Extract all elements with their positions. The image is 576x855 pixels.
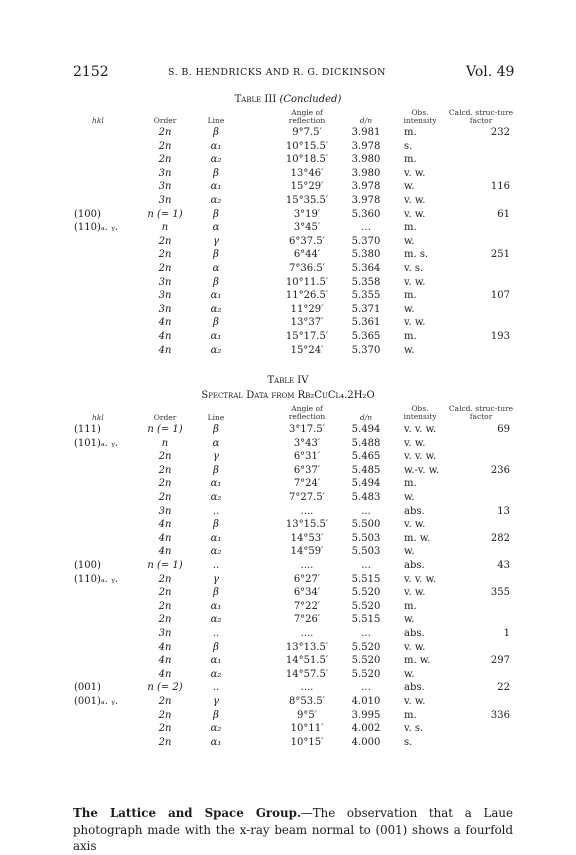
cell-order: 2n — [158, 696, 172, 707]
table-row — [0, 424, 576, 437]
cell-line: α — [212, 263, 220, 274]
table-row — [0, 304, 576, 317]
cell-intensity: m. — [404, 222, 417, 234]
cell-intensity: m. — [404, 331, 417, 342]
table4-header-d: d/n — [359, 413, 373, 422]
cell-intensity: v. s. — [404, 263, 424, 274]
cell-structure-factor: 193 — [490, 331, 510, 342]
cell-line: α₁ — [210, 140, 222, 152]
cell-d-spacing: 5.503 — [351, 546, 381, 558]
table-row — [0, 290, 576, 303]
cell-order: 2n — [158, 478, 172, 490]
cell-hkl: (001) — [74, 682, 101, 694]
cell-angle: 14°53′ — [290, 532, 324, 544]
cell-line: γ — [213, 235, 219, 247]
cell-order: 2n — [158, 464, 172, 476]
cell-hkl: (100) — [74, 560, 101, 571]
cell-d-spacing: ... — [361, 628, 371, 639]
cell-line: α₁ — [210, 532, 222, 544]
cell-intensity: abs. — [404, 505, 425, 517]
cell-d-spacing: 5.485 — [351, 464, 381, 476]
cell-order: 3n — [158, 303, 172, 315]
cell-line: .. — [212, 560, 220, 571]
cell-order: n — [161, 437, 169, 449]
table3-header-intensity: Obs. intensity — [403, 108, 437, 125]
cell-line: α₂ — [210, 492, 222, 503]
cell-line: α₁ — [210, 600, 222, 612]
table4-header-structure-factor: Calcd. struc-ture factor — [448, 404, 514, 421]
cell-order: 2n — [158, 709, 172, 721]
cell-angle: 3°19′ — [293, 208, 321, 220]
cell-d-spacing: 5.515 — [351, 573, 381, 585]
cell-order: 4n — [158, 344, 172, 356]
cell-line: α₂ — [210, 668, 222, 680]
cell-line: .. — [212, 682, 220, 694]
cell-angle: 15°17.5′ — [285, 331, 329, 342]
cell-intensity: w.-v. w. — [404, 464, 440, 476]
table-row — [0, 141, 576, 154]
cell-d-spacing: 5.360 — [351, 208, 381, 220]
cell-angle: 15°29′ — [290, 181, 324, 193]
cell-intensity: v. w. — [404, 317, 426, 329]
cell-structure-factor: 251 — [490, 249, 510, 261]
cell-intensity: m. — [404, 600, 417, 612]
table-row — [0, 451, 576, 464]
cell-intensity: v. w. — [404, 437, 426, 449]
cell-intensity: v. w. — [404, 276, 426, 288]
cell-d-spacing: 5.494 — [351, 478, 381, 490]
cell-line: β — [213, 464, 219, 476]
cell-d-spacing: ... — [361, 505, 371, 517]
cell-intensity: m. — [404, 478, 417, 490]
cell-structure-factor: 1 — [503, 628, 510, 639]
cell-order: 3n — [158, 505, 172, 517]
cell-d-spacing: … — [361, 222, 371, 234]
cell-intensity: m. — [404, 709, 417, 721]
table-row — [0, 181, 576, 194]
cell-d-spacing: 5.520 — [351, 600, 381, 612]
cell-d-spacing: 5.365 — [351, 331, 381, 342]
table-row — [0, 154, 576, 167]
table-row — [0, 331, 576, 344]
cell-d-spacing: 5.520 — [351, 641, 381, 653]
cell-hkl: (001)ₐ. ᵧ. — [74, 696, 119, 707]
cell-line: γ — [213, 573, 219, 585]
cell-order: 3n — [158, 167, 172, 179]
table-row — [0, 277, 576, 290]
cell-angle: 8°53.5′ — [289, 696, 325, 707]
cell-d-spacing: 4.000 — [351, 736, 381, 748]
cell-intensity: v. w. — [404, 208, 426, 220]
cell-order: 2n — [158, 736, 172, 748]
cell-line: β — [213, 167, 219, 179]
page-number: 2152 — [73, 64, 109, 80]
cell-line: β — [213, 317, 219, 329]
table-row — [0, 533, 576, 546]
cell-angle: 7°36.5′ — [289, 263, 325, 274]
cell-order: 2n — [158, 492, 172, 503]
cell-intensity: m. w. — [404, 655, 431, 667]
cell-intensity: w. — [404, 344, 415, 356]
cell-order: 2n — [158, 600, 172, 612]
table-row — [0, 209, 576, 222]
cell-intensity: v. s. — [404, 723, 424, 735]
cell-d-spacing: 5.520 — [351, 587, 381, 599]
cell-order: 2n — [158, 127, 172, 138]
cell-d-spacing: 4.002 — [351, 723, 381, 735]
cell-order: 4n — [158, 641, 172, 653]
cell-intensity: v. w. — [404, 519, 426, 531]
cell-order: 3n — [158, 628, 172, 639]
cell-intensity: v. w. — [404, 696, 426, 707]
cell-order: 2n — [158, 140, 172, 152]
cell-order: 2n — [158, 154, 172, 166]
cell-line: γ — [213, 696, 219, 707]
cell-line: α₁ — [210, 736, 222, 748]
table-row — [0, 263, 576, 276]
table-row — [0, 168, 576, 181]
cell-d-spacing: 5.520 — [351, 668, 381, 680]
cell-d-spacing: 5.361 — [351, 317, 381, 329]
cell-order: 4n — [158, 546, 172, 558]
cell-d-spacing: 3.978 — [351, 195, 381, 206]
table-row — [0, 127, 576, 140]
cell-angle: 11°26.5′ — [285, 290, 329, 302]
cell-angle: 3°17.5′ — [289, 424, 325, 435]
cell-intensity: w. — [404, 303, 415, 315]
cell-d-spacing: 4.010 — [351, 696, 381, 707]
cell-d-spacing: 5.380 — [351, 249, 381, 261]
cell-d-spacing: 5.465 — [351, 451, 381, 463]
table-row — [0, 506, 576, 519]
cell-order: 4n — [158, 532, 172, 544]
cell-line: α₁ — [210, 655, 222, 667]
cell-angle: 13°46′ — [290, 167, 324, 179]
cell-angle: 15°24′ — [290, 344, 324, 356]
table4-header-intensity: Obs. intensity — [403, 404, 437, 421]
cell-hkl: (110)ₐ. ᵧ. — [74, 222, 119, 234]
table4-subtitle: Spectral Data from Rb₂CuCl₄.2H₂O — [201, 390, 375, 401]
cell-order: 2n — [158, 263, 172, 274]
table-row — [0, 519, 576, 532]
table-row — [0, 710, 576, 723]
cell-line: β — [213, 709, 219, 721]
cell-line: α₂ — [210, 614, 222, 626]
table-row — [0, 195, 576, 208]
table3-header-order: Order — [153, 116, 177, 125]
cell-order: 2n — [158, 235, 172, 247]
cell-angle: 10°11.5′ — [285, 276, 329, 288]
cell-order: 3n — [158, 290, 172, 302]
cell-order: n (= 1) — [147, 424, 183, 435]
cell-line: β — [213, 276, 219, 288]
table-row — [0, 669, 576, 682]
cell-d-spacing: 3.981 — [351, 127, 381, 138]
cell-angle: 6°44′ — [293, 249, 321, 261]
table-row — [0, 560, 576, 573]
cell-d-spacing: 3.980 — [351, 167, 381, 179]
cell-d-spacing: 5.503 — [351, 532, 381, 544]
cell-angle: .... — [300, 560, 314, 571]
cell-line: α₁ — [210, 290, 222, 302]
cell-structure-factor: 282 — [490, 532, 510, 544]
cell-angle: 7°26′ — [293, 614, 321, 626]
cell-structure-factor: 336 — [490, 709, 510, 721]
cell-intensity: v. w. — [404, 167, 426, 179]
table-row — [0, 317, 576, 330]
cell-angle: 14°57.5′ — [285, 668, 329, 680]
cell-angle: 6°37′ — [293, 464, 321, 476]
table3-header-line: Line — [207, 116, 225, 125]
table-row — [0, 628, 576, 641]
cell-d-spacing: 5.355 — [351, 290, 381, 302]
cell-line: α₂ — [210, 195, 222, 206]
cell-order: n (= 1) — [147, 560, 183, 571]
cell-order: 3n — [158, 195, 172, 206]
table4-label: Table IV — [267, 375, 309, 386]
cell-order: 3n — [158, 276, 172, 288]
table-row — [0, 723, 576, 736]
cell-angle: 10°18.5′ — [285, 154, 329, 166]
cell-angle: 7°24′ — [293, 478, 321, 490]
paragraph-text: —The observation that a Laue photograph made with the x-ray beam normal to (001) shows a fourfold axis — [73, 806, 513, 853]
cell-order: 2n — [158, 614, 172, 626]
cell-structure-factor: 43 — [497, 560, 510, 571]
cell-hkl: (100) — [74, 208, 101, 220]
cell-structure-factor: 22 — [497, 682, 510, 694]
body-paragraph — [73, 805, 513, 855]
cell-d-spacing: 3.978 — [351, 181, 381, 193]
cell-line: β — [213, 587, 219, 599]
cell-d-spacing: 5.358 — [351, 276, 381, 288]
table-row — [0, 601, 576, 614]
cell-angle: .... — [300, 628, 314, 639]
cell-line: γ — [213, 451, 219, 463]
table-row — [0, 438, 576, 451]
cell-angle: 10°11′ — [290, 723, 324, 735]
cell-hkl: (101)ₐ. ᵧ. — [74, 437, 119, 449]
volume-number: Vol. 49 — [466, 64, 515, 80]
cell-line: α₂ — [210, 723, 222, 735]
table3-note: (Concluded) — [279, 94, 342, 105]
cell-d-spacing: 5.488 — [351, 437, 381, 449]
cell-intensity: m. s. — [404, 249, 429, 261]
table4-title — [0, 375, 576, 386]
cell-angle: 11°29′ — [290, 303, 324, 315]
cell-d-spacing: 3.978 — [351, 140, 381, 152]
cell-intensity: abs. — [404, 560, 425, 571]
cell-order: 2n — [158, 723, 172, 735]
cell-structure-factor: 13 — [497, 505, 510, 517]
cell-structure-factor: 116 — [490, 181, 510, 193]
cell-line: α₂ — [210, 546, 222, 558]
cell-order: n (= 1) — [147, 208, 183, 220]
cell-hkl: (111) — [74, 424, 101, 435]
cell-line: α₂ — [210, 303, 222, 315]
table3-header-hkl: hkl — [92, 116, 104, 125]
cell-structure-factor: 297 — [490, 655, 510, 667]
cell-angle: 3°45′ — [293, 222, 321, 234]
cell-angle: 15°35.5′ — [285, 195, 329, 206]
cell-intensity: s. — [404, 736, 413, 748]
cell-intensity: abs. — [404, 682, 425, 694]
cell-angle: 10°15′ — [290, 736, 324, 748]
cell-angle: 6°37.5′ — [289, 235, 325, 247]
cell-structure-factor: 355 — [490, 587, 510, 599]
cell-order: n — [161, 222, 169, 234]
cell-order: 2n — [158, 451, 172, 463]
cell-structure-factor: 107 — [490, 290, 510, 302]
cell-intensity: v. v. w. — [404, 424, 437, 435]
cell-intensity: v. w. — [404, 641, 426, 653]
cell-hkl: (110)ₐ. ᵧ. — [74, 573, 119, 585]
cell-order: 4n — [158, 317, 172, 329]
cell-order: 2n — [158, 587, 172, 599]
cell-d-spacing: 5.500 — [351, 519, 381, 531]
cell-intensity: m. — [404, 127, 417, 138]
cell-d-spacing: 5.364 — [351, 263, 381, 274]
table-row — [0, 492, 576, 505]
cell-line: β — [213, 641, 219, 653]
cell-order: n (= 2) — [147, 682, 183, 694]
cell-angle: 10°15.5′ — [285, 140, 329, 152]
cell-intensity: m. — [404, 154, 417, 166]
cell-line: α₁ — [210, 478, 222, 490]
table-row — [0, 574, 576, 587]
table-row — [0, 345, 576, 358]
cell-d-spacing: 5.371 — [351, 303, 381, 315]
cell-d-spacing: 3.980 — [351, 154, 381, 166]
table4-header-order: Order — [153, 413, 177, 422]
cell-intensity: w. — [404, 668, 415, 680]
cell-order: 4n — [158, 519, 172, 531]
table4-header-angle: Angle of reflection — [288, 404, 326, 421]
cell-line: β — [213, 127, 219, 138]
cell-intensity: s. — [404, 140, 413, 152]
table-row — [0, 465, 576, 478]
cell-intensity: w. — [404, 492, 415, 503]
table-row — [0, 614, 576, 627]
table3-label: Table III — [234, 94, 277, 105]
cell-intensity: m. — [404, 290, 417, 302]
cell-line: α — [212, 222, 220, 234]
cell-line: β — [213, 424, 219, 435]
cell-line: .. — [212, 628, 220, 639]
cell-angle: 3°43′ — [293, 437, 321, 449]
cell-intensity: v. v. w. — [404, 573, 437, 585]
table-row — [0, 236, 576, 249]
cell-angle: 7°22′ — [293, 600, 321, 612]
cell-d-spacing: 5.494 — [351, 424, 381, 435]
cell-angle: 9°5′ — [297, 709, 317, 721]
table-row — [0, 478, 576, 491]
table-row — [0, 696, 576, 709]
table3-header-d: d/n — [359, 116, 373, 125]
table-row — [0, 682, 576, 695]
table3-title — [0, 94, 576, 105]
cell-order: 2n — [158, 249, 172, 261]
cell-angle: .... — [300, 682, 314, 694]
cell-line: β — [213, 519, 219, 531]
cell-intensity: v. v. w. — [404, 451, 437, 463]
cell-angle: .... — [300, 505, 314, 517]
cell-line: α — [212, 437, 220, 449]
cell-line: α₂ — [210, 344, 222, 356]
cell-intensity: v. w. — [404, 195, 426, 206]
cell-d-spacing: 5.370 — [351, 344, 381, 356]
paragraph-heading: The Lattice and Space Group. — [73, 806, 301, 820]
cell-line: .. — [212, 505, 220, 517]
cell-angle: 7°27.5′ — [289, 492, 325, 503]
running-head-authors: S. B. HENDRICKS AND R. G. DICKINSON — [168, 67, 386, 78]
cell-intensity: v. w. — [404, 587, 426, 599]
cell-order: 4n — [158, 655, 172, 667]
table-row — [0, 737, 576, 750]
cell-angle: 6°31′ — [293, 451, 321, 463]
table-row — [0, 546, 576, 559]
cell-structure-factor: 236 — [490, 464, 510, 476]
table-row — [0, 655, 576, 668]
cell-intensity: abs. — [404, 628, 425, 639]
table-row — [0, 222, 576, 235]
cell-structure-factor: 61 — [497, 208, 510, 220]
cell-line: α₁ — [210, 331, 222, 342]
cell-angle: 6°27′ — [293, 573, 321, 585]
cell-intensity: m. w. — [404, 532, 431, 544]
cell-d-spacing: 5.370 — [351, 235, 381, 247]
cell-order: 4n — [158, 668, 172, 680]
cell-intensity: w. — [404, 181, 415, 193]
cell-order: 2n — [158, 573, 172, 585]
cell-line: β — [213, 208, 219, 220]
cell-order: 4n — [158, 331, 172, 342]
cell-structure-factor: 69 — [497, 424, 510, 435]
table3-header-structure-factor: Calcd. struc-ture factor — [448, 108, 514, 125]
cell-intensity: w. — [404, 235, 415, 247]
cell-line: β — [213, 249, 219, 261]
cell-angle: 9°7.5′ — [292, 127, 322, 138]
cell-angle: 13°15.5′ — [285, 519, 329, 531]
cell-d-spacing: ... — [361, 682, 371, 694]
cell-d-spacing: 5.520 — [351, 655, 381, 667]
table-row — [0, 587, 576, 600]
cell-d-spacing: 5.515 — [351, 614, 381, 626]
table-row — [0, 642, 576, 655]
cell-structure-factor: 232 — [490, 127, 510, 138]
cell-angle: 14°59′ — [290, 546, 324, 558]
cell-d-spacing: 5.483 — [351, 492, 381, 503]
table4-header-hkl: hkl — [92, 413, 104, 422]
table4-header-line: Line — [207, 413, 225, 422]
cell-angle: 6°34′ — [293, 587, 321, 599]
cell-angle: 14°51.5′ — [285, 655, 329, 667]
table-row — [0, 249, 576, 262]
cell-intensity: w. — [404, 546, 415, 558]
cell-line: α₂ — [210, 154, 222, 166]
cell-intensity: w. — [404, 614, 415, 626]
cell-line: α₁ — [210, 181, 222, 193]
table3-header-angle: Angle of reflection — [288, 108, 326, 125]
cell-angle: 13°37′ — [290, 317, 324, 329]
cell-d-spacing: 3.995 — [351, 709, 381, 721]
cell-d-spacing: ... — [361, 560, 371, 571]
cell-order: 3n — [158, 181, 172, 193]
cell-angle: 13°13.5′ — [285, 641, 329, 653]
